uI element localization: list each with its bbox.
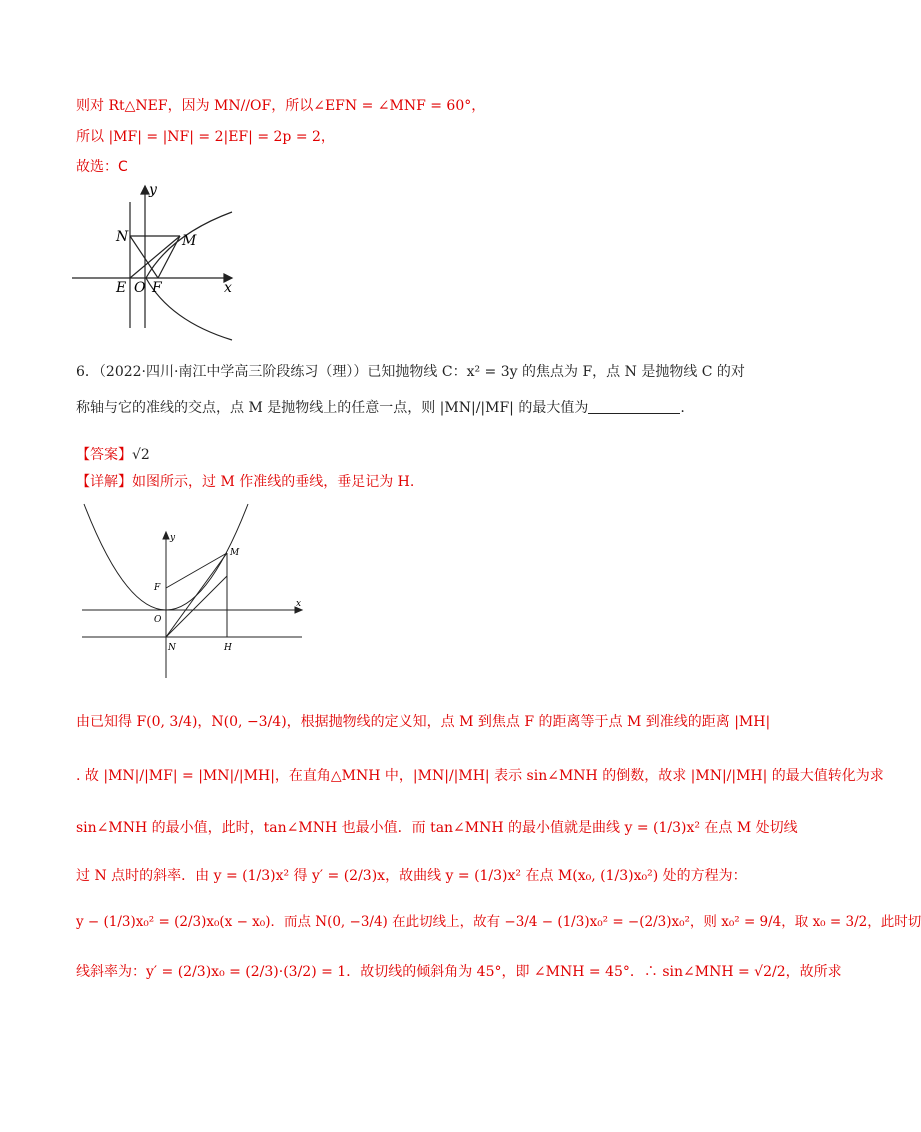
segment-EM bbox=[130, 236, 180, 278]
fig2-label-F: F bbox=[154, 583, 161, 593]
fig2-label-H: H bbox=[224, 643, 232, 653]
question6-line1: 6．（2022·四川·南江中学高三阶段练习（理））已知抛物线 C：x² = 3y 的焦点为 F，点 N 是抛物线 C 的对 bbox=[76, 364, 745, 380]
fig1-label-y: y bbox=[149, 182, 157, 198]
fig2-label-x: x bbox=[296, 599, 302, 609]
answer-blank bbox=[588, 413, 680, 414]
question6-line2-end: . bbox=[680, 400, 685, 416]
body-paragraph-2: . 故 |MN|/|MF| = |MN|/|MH|，在直角△MNH 中，|MN|/|MH| 表示 sin∠MNH 的倒数，故求 |MN|/|MH| 的最大值转化为求 bbox=[76, 768, 884, 784]
figure-parabola-2 bbox=[76, 500, 316, 680]
answer-line bbox=[76, 445, 150, 465]
segment-FM bbox=[166, 553, 227, 588]
fig1-label-F: F bbox=[152, 280, 162, 296]
answer-tag: 【答案】 bbox=[76, 447, 132, 463]
segment-NM bbox=[166, 553, 227, 637]
solution5-choice: 故选：C bbox=[76, 159, 128, 175]
figure-parabola-1 bbox=[60, 180, 260, 340]
answer-value: √2 bbox=[132, 447, 150, 463]
body-paragraph-3: sin∠MNH 的最小值，此时，tan∠MNH 也最小值．而 tan∠MNH 的最小值就是曲线 y = (1/3)x² 在点 M 处切线 bbox=[76, 820, 798, 836]
fig1-label-x: x bbox=[224, 280, 232, 296]
fig1-label-E: E bbox=[116, 280, 127, 296]
fig2-label-y: y bbox=[170, 533, 176, 543]
fig1-label-N: N bbox=[116, 229, 129, 245]
tangent-line bbox=[166, 576, 227, 637]
body-paragraph-4: 过 N 点时的斜率．由 y = (1/3)x² 得 y′ = (2/3)x，故曲线 y = (1/3)x² 在点 M(x₀, (1/3)x₀²) 处的方程为： bbox=[76, 868, 747, 884]
question6-line2-text: 称轴与它的准线的交点，点 M 是抛物线上的任意一点，则 |MN|/|MF| 的最大值为 bbox=[76, 400, 589, 416]
y-axis-arrow bbox=[141, 186, 149, 194]
solution5-line1: 则对 Rt△NEF，因为 MN//OF，所以∠EFN = ∠MNF = 60°， bbox=[76, 98, 486, 114]
body-paragraph-5: y − (1/3)x₀² = (2/3)x₀(x − x₀)．而点 N(0, −3/4) 在此切线上，故有 −3/4 − (1/3)x₀² = −(2/3)x₀²，则 x₀² = 9/4，取 x₀ = 3/2，此时切 bbox=[76, 914, 921, 930]
fig2-label-O: O bbox=[154, 615, 162, 625]
fig1-label-O: O bbox=[134, 280, 146, 296]
question6-line2 bbox=[76, 398, 685, 418]
body-paragraph-6: 线斜率为：y′ = (2/3)x₀ = (2/3)·(3/2) = 1．故切线的倾斜角为 45°，即 ∠MNH = 45°．∴ sin∠MNH = √2/2，故所求 bbox=[76, 964, 842, 980]
fig2-label-M: M bbox=[230, 548, 240, 558]
y-axis-arrow bbox=[163, 532, 169, 539]
detail-tag: 【详解】 bbox=[76, 474, 132, 490]
detail-line bbox=[76, 472, 414, 492]
segment-NF bbox=[130, 236, 158, 278]
detail-text: 如图所示，过 M 作准线的垂线，垂足记为 H. bbox=[132, 474, 415, 490]
fig1-label-M: M bbox=[182, 233, 197, 249]
fig2-label-N: N bbox=[168, 643, 176, 653]
solution5-line2: 所以 |MF| = |NF| = 2|EF| = 2p = 2， bbox=[76, 129, 335, 145]
body-paragraph-1: 由已知得 F(0, 3/4)，N(0, −3/4)，根据抛物线的定义知，点 M 到焦点 F 的距离等于点 M 到准线的距离 |MH| bbox=[76, 714, 771, 730]
